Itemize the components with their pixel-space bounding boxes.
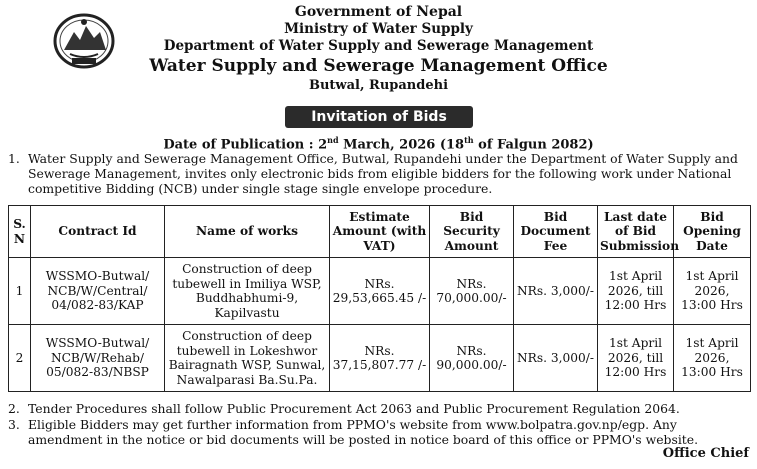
table-row: [9, 258, 751, 325]
office-location: Butwal, Rupandehi: [308, 78, 449, 93]
header-sn: S. N: [9, 206, 31, 258]
signature-office-chief: Office Chief: [662, 446, 749, 461]
office-title: Water Supply and Sewerage Management Office: [149, 56, 608, 76]
publication-date: Date of Publication : 2nd March, 2026 (18th of Falgun 2082): [163, 135, 594, 153]
paragraph-text: Tender Procedures shall follow Public Procurement Act 2063 and Public Procurement Regulation 2064.: [28, 401, 680, 416]
paragraph-number: 2.: [8, 401, 20, 416]
paragraph-text: Eligible Bidders may get further information from PPMO's website from www.bolpatra.gov.np/egp. Any amendment in the notice or bid documents will be posted in notice board of this office or PPMO's website.: [28, 417, 699, 447]
cell-bid-security: NRs. 70,000.00/-: [430, 258, 514, 325]
paragraph-1: [8, 151, 750, 196]
cell-contract-id: WSSMO-Butwal/ NCB/W/Rehab/ 05/082-83/NBSP: [31, 325, 165, 392]
cell-opening-date: 1st April 2026, 13:00 Hrs: [674, 258, 751, 325]
cell-bid-security: NRs. 90,000.00/-: [430, 325, 514, 392]
paragraph-3: [8, 417, 750, 447]
paragraph-number: 3.: [8, 417, 20, 432]
table-row: [9, 325, 751, 392]
cell-estimate-amount: NRs. 37,15,807.77 /-: [330, 325, 430, 392]
bid-table: [8, 205, 751, 392]
cell-opening-date: 1st April 2026, 13:00 Hrs: [674, 325, 751, 392]
notice-banner: Invitation of Bids: [285, 106, 473, 128]
cell-estimate-amount: NRs. 29,53,665.45 /-: [330, 258, 430, 325]
paragraph-text: Water Supply and Sewerage Management Office, Butwal, Rupandehi under the Department of Water Supply and Sewerage Management, invites only electronic bids from eligible bidders for the following work under National competitive Bidding (NCB) under single stage single envelope procedure.: [28, 151, 738, 196]
table-header-row: [9, 206, 751, 258]
cell-sn: 1: [9, 258, 31, 325]
cell-sn: 2: [9, 325, 31, 392]
cell-document-fee: NRs. 3,000/-: [514, 325, 598, 392]
cell-name-of-works: Construction of deep tubewell in Lokeshwor Bairagnath WSP, Sunwal, Nawalparasi Ba.Su.Pa.: [165, 325, 330, 392]
header-bid-security: Bid Security Amount: [430, 206, 514, 258]
header-contract-id: Contract Id: [31, 206, 165, 258]
header-estimate-amount: Estimate Amount (with VAT): [330, 206, 430, 258]
cell-submission-date: 1st April 2026, till 12:00 Hrs: [598, 258, 674, 325]
header-name-of-works: Name of works: [165, 206, 330, 258]
paragraph-2: [8, 401, 750, 416]
cell-contract-id: WSSMO-Butwal/ NCB/W/Central/ 04/082-83/KAP: [31, 258, 165, 325]
department-title: Department of Water Supply and Sewerage Management: [163, 38, 594, 54]
government-title: Government of Nepal: [294, 4, 463, 20]
cell-name-of-works: Construction of deep tubewell in Imiliya WSP, Buddhabhumi-9, Kapilvastu: [165, 258, 330, 325]
paragraph-number: 1.: [8, 151, 20, 166]
header-submission-date: Last date of Bid Submission: [598, 206, 674, 258]
header-opening-date: Bid Opening Date: [674, 206, 751, 258]
cell-submission-date: 1st April 2026, till 12:00 Hrs: [598, 325, 674, 392]
header-document-fee: Bid Document Fee: [514, 206, 598, 258]
letterhead: [0, 4, 757, 94]
ministry-title: Ministry of Water Supply: [284, 21, 473, 37]
cell-document-fee: NRs. 3,000/-: [514, 258, 598, 325]
